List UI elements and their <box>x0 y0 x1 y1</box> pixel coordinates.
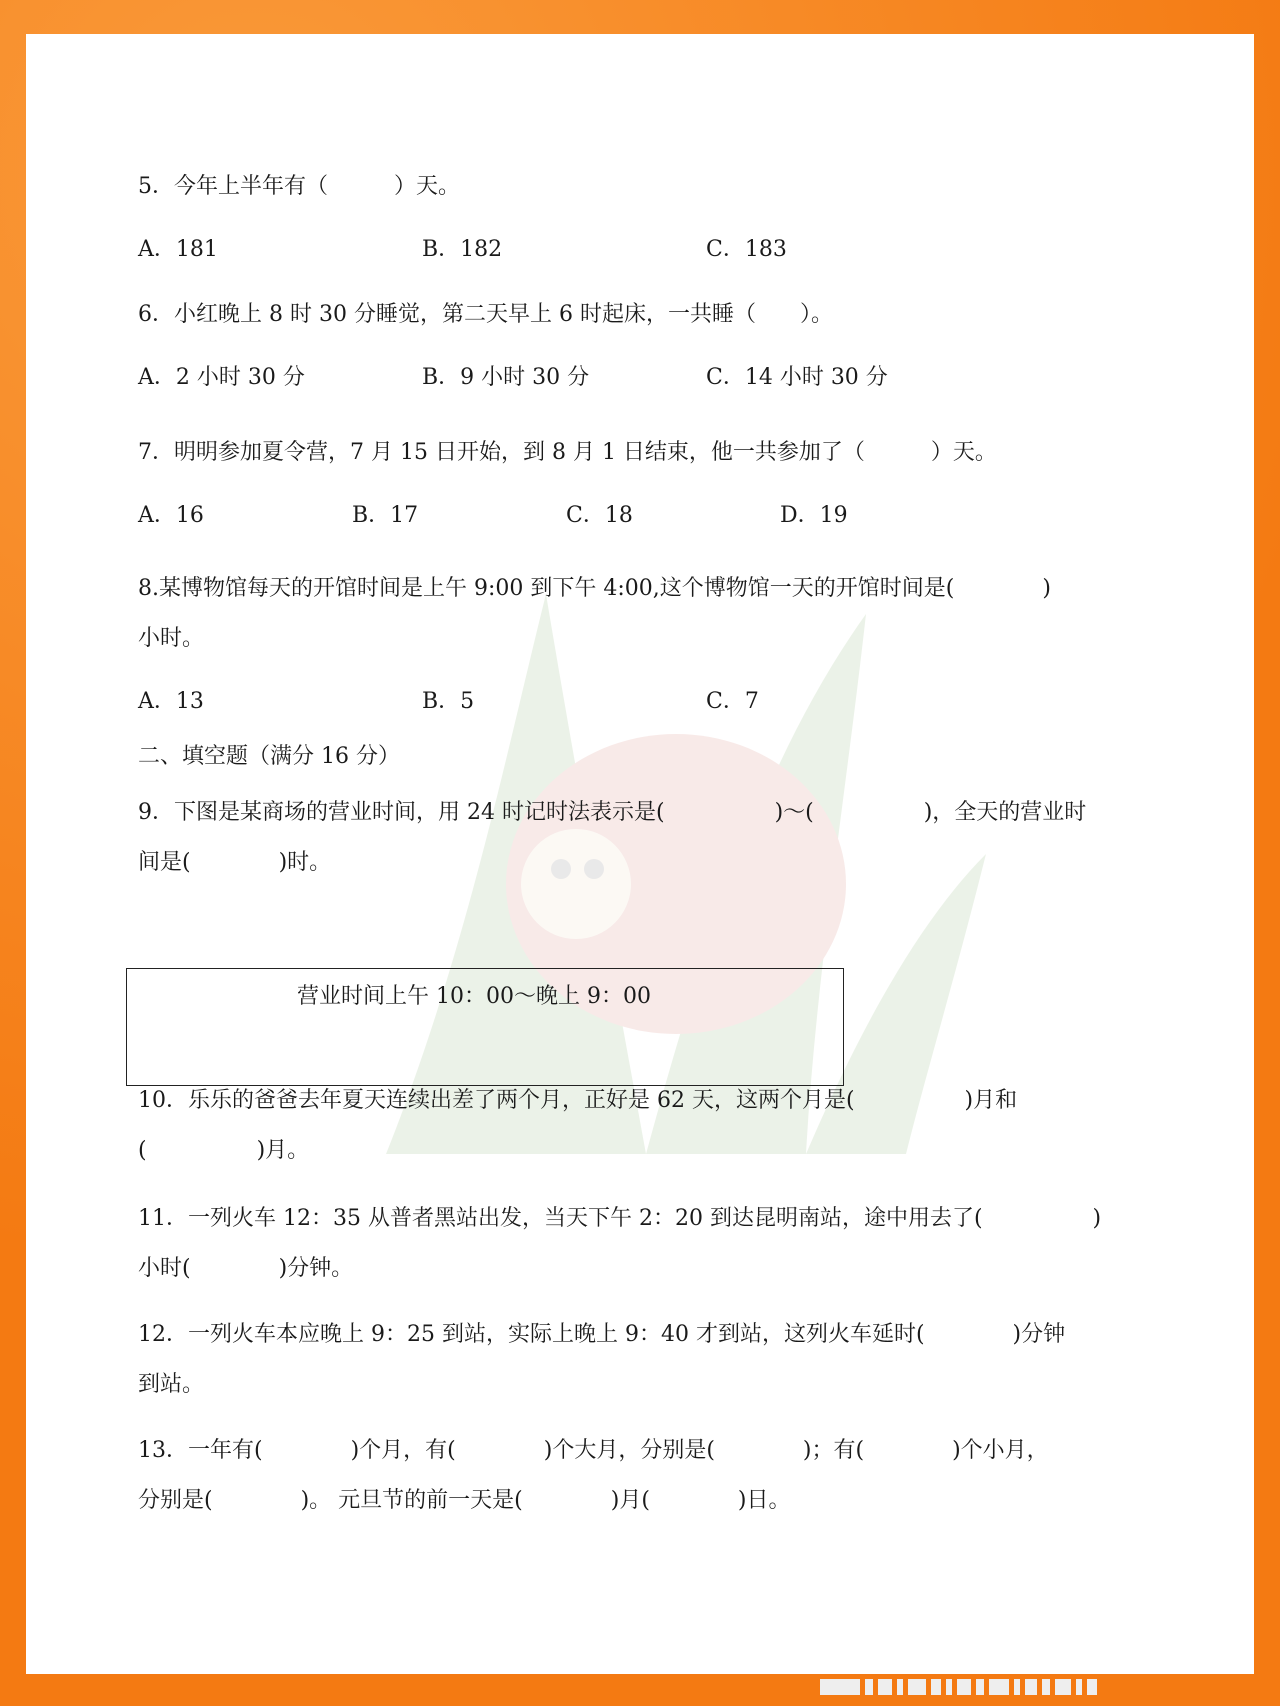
option-c: C．183 <box>706 237 787 262</box>
option-b: B．9 小时 30 分 <box>422 365 590 390</box>
question-9: 9．下图是某商场的营业时间，用 24 时记时法表示是( )～( )，全天的营业时 间是( )时。 <box>138 800 1087 875</box>
business-hours-text: 营业时间上午 10：00～晚上 9：00 <box>297 984 651 1009</box>
option-a: A．16 <box>138 503 204 528</box>
question-12: 12．一列火车本应晚上 9：25 到站，实际上晚上 9：40 才到站，这列火车延时( )分钟 到站。 <box>138 1322 1066 1397</box>
business-hours-box <box>126 968 844 1086</box>
option-c: C．7 <box>706 689 759 714</box>
worksheet-page <box>26 34 1254 1674</box>
option-b: B．5 <box>422 689 475 714</box>
option-d: D．19 <box>780 503 848 528</box>
option-a: A．2 小时 30 分 <box>138 365 305 390</box>
question-6: 6．小红晚上 8 时 30 分睡觉，第二天早上 6 时起床，一共睡（ ）。 <box>138 302 833 327</box>
watermark-barcode-icon <box>820 1672 1260 1702</box>
option-c: C．18 <box>566 503 633 528</box>
question-8: 8.某博物馆每天的开馆时间是上午 9:00 到下午 4:00,这个博物馆一天的开馆时间是( ) 小时。 <box>138 576 1051 651</box>
option-b: B．17 <box>352 503 419 528</box>
question-10: 10．乐乐的爸爸去年夏天连续出差了两个月，正好是 62 天，这两个月是( )月和 ( )月。 <box>138 1088 1018 1163</box>
question-13: 13．一年有( )个月，有( )个大月，分别是( )；有( )个小月， 分别是( )。 元旦节的前一天是( )月( )日。 <box>138 1438 1049 1513</box>
option-c: C．14 小时 30 分 <box>706 365 888 390</box>
question-7: 7．明明参加夏令营，7 月 15 日开始，到 8 月 1 日结束，他一共参加了（ ）天。 <box>138 440 997 465</box>
question-5: 5．今年上半年有（ ）天。 <box>138 174 460 199</box>
option-b: B．182 <box>422 237 503 262</box>
section-title: 二、填空题（满分 16 分） <box>138 744 400 769</box>
question-11: 11．一列火车 12：35 从普者黑站出发，当天下午 2：20 到达昆明南站，途中用去了( ) 小时( )分钟。 <box>138 1206 1102 1281</box>
option-a: A．13 <box>138 689 204 714</box>
option-a: A．181 <box>138 237 218 262</box>
